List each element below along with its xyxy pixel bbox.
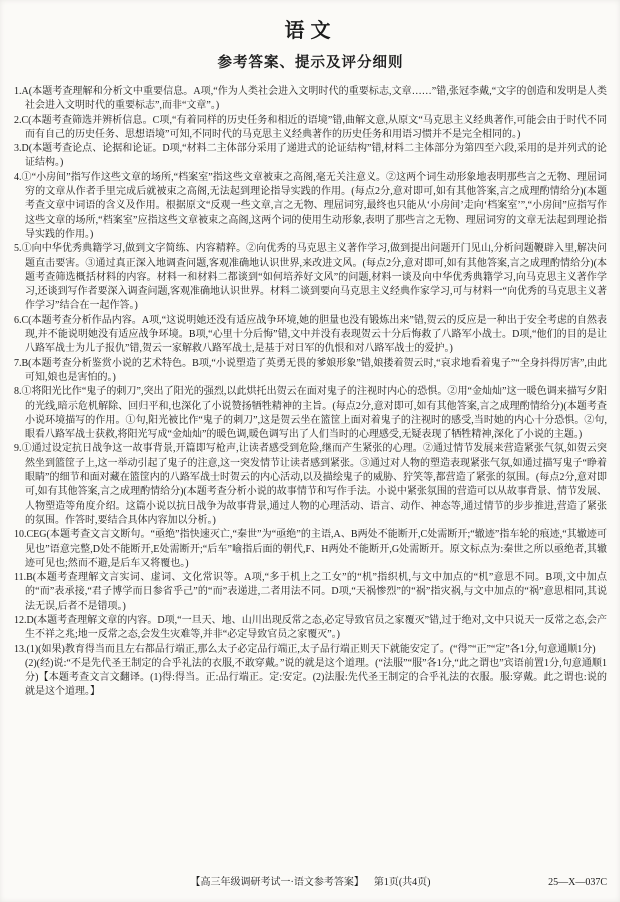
answer-item-13-part2: (2)(经)说:“不是先代圣王制定的合乎礼法的衣服,不敢穿戴。”说的就是这个道理。(“法服”“服”各1分,“此之谓也”宾语前置1分,句意通顺1分)【本题考查文言文翻译。(1)得:得当。正:品行端正。定:安定。(2)法服:先代圣王制定的合乎礼法的衣服。服:穿戴。此之谓也:说的就是这个道理。】 bbox=[25, 657, 607, 698]
answer-item-1: 1.A(本题考查理解和分析文中重要信息。A项,“作为人类社会进入文明时代的重要标志,文章……”错,张冠李戴,“文字的创造和发明是人类社会进入文明时代的重要标志”,而非“文章”。) bbox=[14, 86, 607, 112]
answer-list bbox=[14, 85, 607, 700]
answer-item-11: 11.B(本题考查理解文言实词、虚词、文化常识等。A项,“多于机上之工女”的“机”指织机,与文中加点的“机”意思不同。B项,文中加点的“而”表承接,“君子博学而日参省乎己”的“而”表递进,二者用法不同。D项,“天祸惨烈”的“祸”指灾祸,与文中加点的“祸”意思相同,其说法无误,后者不是错项。) bbox=[14, 572, 607, 612]
answer-item-5: 5.①向中华优秀典籍学习,做到文字简练、内容精粹。②向优秀的马克思主义著作学习,做到提出问题开门见山,分析问题鞭辟入里,解决问题直击要害。③通过真正深入地调查问题,客观准确地认识世界,来改进文风。(每点2分,意对即可,如有其他答案,言之成理酌情给分)(本题考查筛选概括材料的内容。材料一和材料二都谈到“如何培养好文风”的问题,材料一谈及向中华优秀典籍学习,向马克思主义著作学习,还谈到写作者要深入调查问题,客观准确地认识世界。材料二谈到要向马克思主义经典作家学习,可与材料一“向优秀的马克思主义著作学习”结合在一起作答。) bbox=[14, 243, 607, 312]
answer-item-7: 7.B(本题考查分析鉴赏小说的艺术特色。B项,“小说塑造了英勇无畏的爹娘形象”错,娘搂着贺云时,“哀求地看着鬼子”“全身抖得厉害”,由此可知,娘也是害怕的。) bbox=[14, 357, 607, 383]
footer-paper-code: 25—X—037C bbox=[548, 877, 607, 888]
answer-item-13: 13.(1)(如果)教育得当而且左右都品行端正,那么太子必定品行端正,太子品行端正则天下就能安定了。(“得”“正”“定”各1分,句意通顺1分) bbox=[14, 643, 596, 655]
answer-item-4: 4.①“小房间”指写作这些文章的场所,“档案室”指这些文章被束之高阁,毫无关注意义。②这两个词生动形象地表明那些言之无物、理屈词穷的文章从作者手里完成后就被束之高阁,无法起到理论指导实践的作用。(每点2分,意对即可,如有其他答案,言之成理酌情给分)(本题考查文章中词语的含义及作用。根据原文“反观一些文章,言之无物、理屈词穷,最终也只能从‘小房间’走向‘档案室’”,“小房间”应指写作这些文章的场所,“档案室”应指这些文章被束之高阁,这两个词的使用生动形象,表明了那些言之无物、理屈词穷的文章无法起到理论指导实践的作用。) bbox=[14, 171, 607, 240]
page-subtitle: 参考答案、提示及评分细则 bbox=[217, 55, 404, 71]
footer-exam-label: 【高三年级调研考试一·语文参考答案】 bbox=[190, 877, 364, 888]
page-title: 语文 bbox=[284, 20, 337, 42]
answer-item-9: 9.①通过设定抗日战争这一故事背景,开篇即写枪声,让读者感受到危险,继而产生紧张的心理。②通过情节发展来营造紧张气氛,如贺云突然坐到篮筐子上,这一举动引起了鬼子的注意,这一突发情节让读者感到紧张。③通过对人物的塑造表现紧张气氛,如通过描写鬼子“睁着眼睛”的细节和面对藏在篮筐内的八路军战士时贺云的内心活动,以及描绘鬼子的威胁、狞笑等,都营造了紧张的氛围。(每点2分,意对即可,如有其他答案,言之成理酌情给分)(本题考查分析小说的故事情节和写作手法。小说中紧张氛围的营造可以从故事背景、情节发展、人物塑造等角度介绍。这篇小说以抗日战争为故事背景,通过人物的心理活动、语言、动作、神态等,通过情节的步步推进,营造了紧张的氛围。作答时,要结合具体内容加以分析。) bbox=[14, 443, 607, 526]
answer-item-10: 10.CEG(本题考查文言文断句。“亟绝”指快速灭亡,“秦世”为“亟绝”的主语,A、B两处不能断开,C处需断开;“辙迹”指车轮的痕迹,“其辙迹可见也”语意完整,D处不能断开,E处需断开;“后车”喻指后面的朝代,F、H两处不能断开,G处需断开。原文标点为:秦世之所以亟绝者,其辙迹可见也;然而不避,是后车又将覆也。) bbox=[14, 529, 607, 569]
answer-item-8: 8.①将阳光比作“鬼子的刺刀”,突出了阳光的强烈,以此烘托出贺云在面对鬼子的注视时内心的恐惧。②用“金灿灿”这一暖色调来描写夕阳的光线,暗示危机解除、回归平和,也深化了小说赞扬牺牲精神的主旨。(每点2分,意对即可,如有其他答案,言之成理酌情给分)(本题考查小说环境描写的作用。①句,阳光被比作“鬼子的刺刀”,这是贺云坐在篮筐上面对着鬼子的注视时的感受,当时她的内心十分恐惧。②句,眼看八路军战士获救,将阳光写成“金灿灿”的暖色调,暖色调写出了人们当时的心理感受,无疑表现了牺牲精神,深化了小说的主题。) bbox=[14, 386, 607, 441]
footer-page-number: 第1页(共4页) bbox=[373, 877, 431, 888]
page-footer bbox=[14, 877, 607, 889]
answer-item-2: 2.C(本题考查筛选并辨析信息。C项,“有着同样的历史任务和相近的语境”错,曲解文意,从原文“马克思主义经典著作,可能会由于时代不同而有自己的历史任务、思想语境”可知,不同时代的马克思主义经典著作的历史任务和用语习惯并不是完全相同的。) bbox=[14, 114, 607, 140]
answer-item-6: 6.C(本题考查分析作品内容。A项,“这说明她还没有适应战争环境,她的胆量也没有锻炼出来”错,贺云的反应是一种出于安全考虑的自然表现,并不能说明她没有适应战争环境。B项,“心里十分后悔”错,文中并没有表现贺云十分后悔救了八路军小战士。D项,“他们的目的是让八路军战士为儿子报仇”错,贺云一家解救八路军战士,是基于对日军的仇恨和对八路军战士的爱护。) bbox=[14, 314, 607, 355]
answer-item-3: 3.D(本题考查论点、论据和论证。D项,“材料二主体部分采用了递进式的论证结构”错,材料二主体部分为第四至六段,采用的是并列式的论证结构。) bbox=[14, 143, 607, 169]
answer-item-12: 12.D(本题考查理解文章的内容。D项,“一旦天、地、山川出现反常之态,必定导致官员之家覆灭”错,过于绝对,文中只说天一反常之态,会产生不祥之兆;地一反常之态,会发生灾难等,并非“必定导致官员之家覆灭”。) bbox=[14, 614, 607, 641]
